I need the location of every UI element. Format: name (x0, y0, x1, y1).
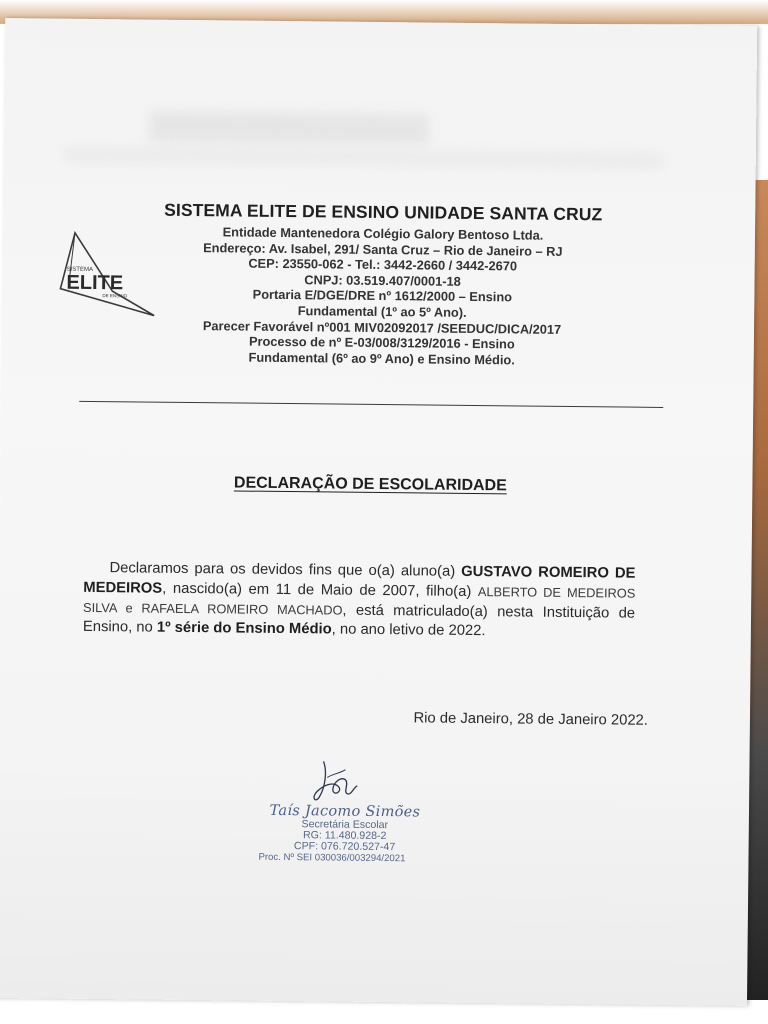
stamp-proc: Proc. Nº SEI 030036/003294/2021 (258, 851, 406, 865)
header-line: Processo de nº E-03/008/3129/2016 - Ensino (248, 333, 515, 352)
body-text-2: , nascido(a) em 11 de Maio de 2007, filho(a) (162, 580, 478, 601)
logo-main-text: ELITE (66, 271, 124, 295)
blurred-area (64, 147, 664, 169)
parents-names: ALBERTO DE MEDEIROS SILVA e RAFAELA ROMEIRO MACHADO (83, 584, 636, 618)
body-text-3: , está matriculado(a) nesta Instituição de Ensino, no (82, 602, 636, 636)
blurred-area (149, 112, 429, 145)
stamp-cpf: CPF: 076.720.527-47 (293, 840, 396, 854)
logo-sub-text: DE ENSINO (102, 293, 128, 299)
stamp-name: Taís Jacomo Simões (269, 802, 421, 821)
stamp-rg: RG: 11.480.928-2 (302, 829, 387, 843)
header-line: Entidade Mantenedora Colégio Galory Bentoso Ltda. (222, 224, 544, 243)
header-line: Portaria E/DGE/DRE nº 1612/2000 – Ensino (252, 287, 513, 305)
grade-level: 1º série do Ensino Médio (156, 619, 332, 638)
header-line: Parecer Favorável nº001 MIV02092017 /SEEDUC/DICA/2017 (202, 317, 562, 337)
handwritten-signature (305, 757, 366, 808)
document-title-wrap (0, 472, 740, 498)
header-line: CNPJ: 03.519.407/0001-18 (304, 271, 461, 289)
school-stamp (254, 803, 435, 865)
declaration-paragraph (83, 559, 636, 643)
document-title: DECLARAÇÃO DE ESCOLARIDADE (233, 474, 507, 495)
logo-top-text: SISTEMA (66, 266, 93, 273)
place-date: Rio de Janeiro, 28 de Janeiro 2022. (413, 710, 649, 729)
header-line: Endereço: Av. Isabel, 291/ Santa Cruz – Rio de Janeiro – RJ (203, 239, 563, 259)
header-divider (79, 401, 663, 408)
student-name: GUSTAVO ROMEIRO DE MEDEIROS (83, 563, 636, 597)
header-line: Fundamental (6º ao 9º Ano) e Ensino Médio. (248, 349, 515, 368)
signature-icon (305, 757, 366, 808)
body-text-4: , no ano letivo de 2022. (331, 621, 486, 640)
body-text-1: Declaramos para os devidos fins que o(a) aluno(a) (109, 560, 462, 580)
school-name: SISTEMA ELITE DE ENSINO UNIDADE SANTA CRUZ (164, 199, 603, 225)
document-page (0, 18, 757, 1006)
header-line: Fundamental (1º ao 5º Ano). (297, 303, 467, 320)
letterhead (122, 199, 644, 369)
header-line: CEP: 23550-062 - Tel.: 3442-2660 / 3442-2670 (248, 255, 518, 274)
stamp-role: Secretária Escolar (301, 818, 389, 832)
